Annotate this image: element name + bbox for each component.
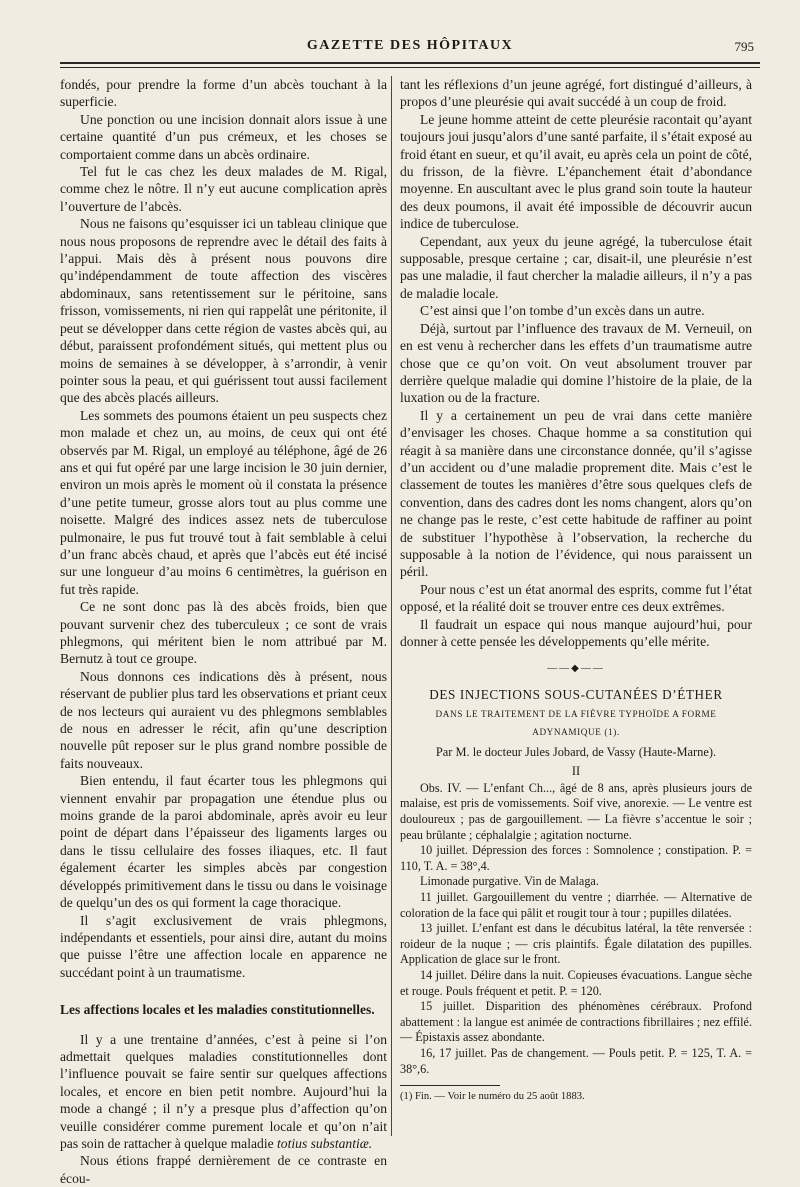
- journal-title: GAZETTE DES HÔPITAUX: [306, 38, 514, 53]
- paragraph: Bien entendu, il faut écarter tous les phlegmons qui viennent envahir par propagation une étendue plus ou moins grande de la paroi abdominale, après avoir eu leur point de départ dans l’épaisseur des ligaments larges ou dans le tissu cellulaire des fosses iliaques, etc. Il faut également écarter les simples abcès par congestion développés primitivement dans le tissu ou dans le voisinage de quelqu’un des os qui forment la cage thoracique.: [60, 773, 387, 911]
- article-subtitle: DANS LE TRAITEMENT DE LA FIÈVRE TYPHOÏDE A FORME ADYNAMIQUE (1).: [435, 709, 717, 737]
- paragraph: C’est ainsi que l’on tombe d’un excès dans un autre.: [420, 303, 705, 319]
- paragraph: Une ponction ou une incision donnait alors issue à une certaine quantité d’un pus crémeux, et les choses se comportaient comme dans un abcès ordinaire.: [60, 111, 387, 162]
- paragraph: [60, 1031, 387, 1153]
- header-rule-thin: [60, 67, 760, 68]
- footnote-rule: [400, 1085, 500, 1086]
- paragraph: Il s’agit exclusivement de vrais phlegmons, indépendants et essentiels, pour ainsi dire, autant du moins que puisse l’être une affection locale en apparence ne succédant point à un traumatisme.: [60, 912, 387, 980]
- paragraph: Nous étions frappé dernièrement de ce contraste en écou-: [60, 1153, 387, 1186]
- paragraph: Il y a certainement un peu de vrai dans cette manière d’envisager les choses. Chaque homme a sa constitution qui réagit à sa manière dans une circonstance donnée, qu’il s’agisse d’un accident ou d’une maladie proprement dite. Mais c’est le classement de toutes les manières d’être sous quelques clefs de convention, dans des cadres dont les noms changent, alors qu’on ne change pas le reste, c’est cette habitude de raffiner au point de substituer l’hypothèse à l’observation, la recherche du supposable à la notion de l’évidence, qui nous paraissent un péril.: [400, 407, 752, 580]
- right-column: [400, 76, 752, 1103]
- paragraph: tant les réflexions d’un jeune agrégé, fort distingué d’ailleurs, à propos d’une pleurésie qui avait succédé à un coup de froid.: [400, 77, 752, 110]
- paragraph-text: Il y a une trentaine d’années, c’est à peine si l’on admettait quelques maladies constitutionnelles dont l’influence pouvait se faire sentir sur quelques affections locales, et encore en bien petit nombre. Aujourd’hui la mode a changé ; il n’y a presque plus d’affection qu’on veuille considérer comme purement locale et qu’on n’ait pas soin de rattacher à quelque maladie: [60, 1031, 387, 1151]
- article-author: Par M. le docteur Jules Jobard, de Vassy (Haute-Marne).: [435, 745, 717, 760]
- ornament-divider: ——◆——: [547, 663, 605, 675]
- paragraph: Les sommets des poumons étaient un peu suspects chez mon malade et chez un, au moins, de ceux qui ont été observés par M. Rigal, un employé au téléphone, âgé de 26 ans et qui fut opéré par une large incision le 30 juin dernier, environ un mois après le moment où il constata la présence d’une petite tumeur, grosse alors tout au plus comme une noisette. Malgré des indices assez nets de tuberculose pulmonaire, le pus fut trouvé tout à fait semblable à celui d’un franc abcès chaud, et après que l’abcès eut été incisé sur une longueur d’au moins 6 centimètres, la guérison en fut très rapide.: [60, 407, 387, 597]
- paragraph: Le jeune homme atteint de cette pleurésie racontait qu’ayant toujours joui jusqu’alors d’une santé parfaite, il s’était exposé au froid étant en sueur, et qu’il avait, eu après cela un point de côté, du frisson, de la fièvre. L’épanchement était d’abondance moyenne. En auscultant avec le plus grand soin toute la hauteur des deux poumons, il avait été impossible de découvrir aucun indice de tuberculose.: [400, 111, 752, 232]
- article-title: DES INJECTIONS SOUS-CUTANÉES D’ÉTHER: [429, 686, 723, 702]
- observation-paragraph: 16, 17 juillet. Pas de changement. — Pouls petit. P. = 125, T. A. = 38°,6.: [400, 1045, 752, 1076]
- observation-paragraph: 13 juillet. L’enfant est dans le décubitus latéral, la tête renversée : roideur de la nuque ; — cris plaintifs. Égale dilatation des pupilles. Application de glace sur le front.: [400, 921, 752, 967]
- paragraph: Ce ne sont donc pas là des abcès froids, bien que pouvant survenir chez des tuberculeux ; ce sont de vrais phlegmons, qui méritent bien le nom attribué par M. Bernutz à tout ce groupe.: [60, 599, 387, 667]
- column-divider: [391, 76, 392, 1136]
- page-header: [60, 36, 760, 60]
- observation-paragraph: Obs. IV. — L’enfant Ch..., âgé de 8 ans, après plusieurs jours de malaise, est pris de vomissements. Soif vive, anorexie. — Le ventre est douloureux ; pas de gargouillement. — La fièvre s’accentue le soir ; peau brûlante ; céphalalgie ; agitation nocturne.: [400, 780, 752, 842]
- section-title: Les affections locales et les maladies constitutionnelles.: [60, 1002, 375, 1018]
- paragraph: fondés, pour prendre la forme d’un abcès touchant à la superficie.: [60, 77, 387, 110]
- observation-paragraph: 14 juillet. Délire dans la nuit. Copieuses évacuations. Langue sèche et rouge. Pouls fréquent et petit. P. = 120.: [400, 967, 752, 998]
- footnote: (1) Fin. — Voir le numéro du 25 août 1883.: [400, 1091, 585, 1103]
- paragraph: Tel fut le cas chez les deux malades de M. Rigal, comme chez le nôtre. Il n’y eut aucune complication après l’ouverture de l’abcès.: [60, 164, 387, 214]
- paragraph: Nous donnons ces indications dès à présent, nous réservant de publier plus tard les observations et priant ceux de nos lecteurs qui auraient vu des phlegmons semblables de nous en adresser le récit, afin qu’une description nouvelle pût reposer sur le plus grand nombre possible de faits nouveaux.: [60, 668, 387, 771]
- left-column: [60, 76, 387, 1187]
- observation-paragraph: 10 juillet. Dépression des forces : Somnolence ; constipation. P. = 110, T. A. = 38°,4.: [400, 843, 752, 873]
- paragraph: Pour nous c’est un état anormal des esprits, comme fut l’état opposé, et la réalité doit se trouver entre ces deux extrêmes.: [400, 581, 752, 615]
- paragraph: Nous ne faisons qu’esquisser ici un tableau clinique que nous nous proposons de reprendre avec le détail des faits à l’appui. Mais dès à présent nous pouvons dire qu’indépendamment de toute affection des viscères abdominaux, sans retentissement sur le péritoine, sans frisson, vomissements, ni rien qui rappelât une péritonite, il peut se développer dans cette région de vastes abcès qui, au début, paraissent profondément situés, qui mettent plus ou moins de semaines à se développer, à s’arrondir, à venir pointer sous la peau, et qui guérissent tout aussi facilement que des abcès placés ailleurs.: [60, 216, 387, 406]
- paragraph: Il faudrait un espace qui nous manque aujourd’hui, pour donner à cette pensée les développements qu’elle mérite.: [400, 616, 752, 649]
- italic-phrase: totius substantiæ.: [277, 1135, 373, 1151]
- page-number: 795: [734, 39, 754, 54]
- observation-paragraph: Limonade purgative. Vin de Malaga.: [420, 874, 599, 889]
- header-rule-thick: [60, 62, 760, 64]
- paragraph: Déjà, surtout par l’influence des travaux de M. Verneuil, on en est venu à rechercher dans les effets d’un traumatisme autre chose que ce qu’on voit. On veut absolument trouver par derrière quelque maladie qui domine l’histoire de la plaie, de la luxation ou de la fracture.: [400, 320, 752, 406]
- observation-paragraph: 15 juillet. Disparition des phénomènes cérébraux. Profond abattement : la langue est animée de contractions fibrillaires ; nez effilé. — Épistaxis assez abondante.: [400, 999, 752, 1045]
- paragraph: Cependant, aux yeux du jeune agrégé, la tuberculose était supposable, presque certaine ; car, disait-il, une pleurésie n’est pas une maladie, il faut chercher la maladie ailleurs, il n’y a pas de maladie locale.: [400, 233, 752, 301]
- part-number: II: [571, 764, 581, 779]
- observation-paragraph: 11 juillet. Gargouillement du ventre ; diarrhée. — Alternative de coloration de la face qui pâlit et rougit tour à tour ; pupilles dilatées.: [400, 890, 752, 920]
